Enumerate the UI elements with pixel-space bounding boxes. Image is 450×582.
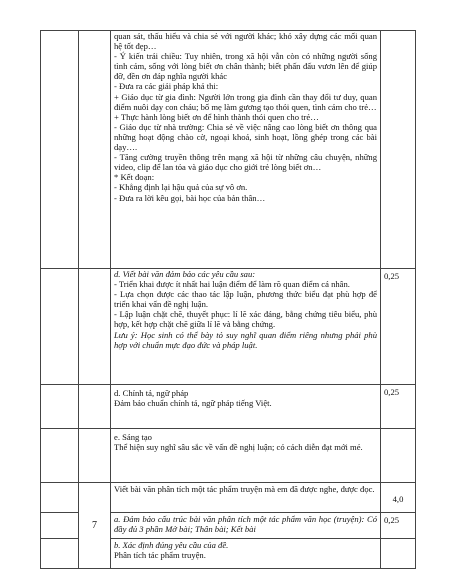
question7-part-b-heading: b. Xác định đúng yêu cầu của đề.: [114, 540, 229, 550]
text-line: - Đưa ra lời kêu gọi, bài học của bản thân…: [114, 192, 266, 203]
grading-table: [40, 30, 416, 569]
cell-empty: [41, 539, 79, 569]
score-value: 4,0: [381, 483, 416, 513]
content-cell: [111, 385, 381, 429]
text-line: + Thực hành lòng biết ơn để hình thành thói quen cho trẻ…: [114, 111, 319, 122]
content-cell: [111, 269, 381, 385]
score-cell: [381, 429, 416, 483]
cell-empty: [41, 513, 79, 539]
score-cell: [381, 539, 416, 569]
note-text: Lưu ý: Học sinh có thể bày tỏ suy nghĩ quan điểm riêng nhưng phải phù hợp với chuẩn mực đạo đức và pháp luật.: [114, 329, 377, 350]
question-number: 7: [79, 483, 111, 569]
score-cell: [381, 31, 416, 269]
requirement-item: - Lựa chọn được các thao tác lập luận, phương thức biểu đạt phù hợp để triển khai vấn đề nghị luận.: [114, 289, 377, 310]
spelling-text: Đảm bảo chuẩn chính tả, ngữ pháp tiếng Việt.: [114, 398, 272, 409]
row-creativity: [41, 429, 416, 483]
spelling-heading: d. Chính tả, ngữ pháp: [114, 388, 189, 398]
text-line: quan sát, thấu hiểu và chia sẻ với người khác; khó xây dựng các mối quan hệ tốt đẹp…: [114, 31, 377, 52]
text-line: - Khẳng định lại hậu quả của sự vô ơn.: [114, 182, 248, 193]
cell-empty: [79, 269, 111, 385]
row-spelling-grammar: [41, 385, 416, 429]
cell-empty: [41, 483, 79, 513]
question7-part-a: a. Đảm bảo cấu trúc bài văn phân tích một tác phẩm văn học (truyện): Có đầy đủ 3 phần Mở bài; Thân bài; Kết bài: [114, 514, 377, 535]
cell-empty: [41, 269, 79, 385]
requirement-item: - Lập luận chặt chẽ, thuyết phục: lí lẽ xác đáng, bằng chứng tiêu biểu, phù hợp, kết hợp chặt chẽ giữa lí lẽ và bằng chứng.: [114, 309, 377, 330]
creativity-heading: e. Sáng tạo: [114, 432, 152, 442]
row-writing-requirements: [41, 269, 416, 385]
question7-prompt: Viết bài văn phân tích một tác phẩm truyện mà em đã được nghe, được đọc.: [114, 484, 375, 494]
content-cell: [111, 513, 381, 539]
text-line: - Đưa ra các giải pháp khả thi:: [114, 81, 219, 92]
question7-part-b-text: Phân tích tác phẩm truyện.: [114, 550, 206, 561]
cell-empty: [41, 31, 79, 269]
text-line: * Kết đoạn:: [114, 172, 155, 183]
content-cell: [111, 483, 381, 513]
score-value: 0,25: [381, 269, 416, 385]
score-value: 0,25: [381, 385, 416, 429]
text-line: + Giáo dục từ gia đình: Người lớn trong gia đình cần thay đổi tư duy, quan điểm nuôi dạy con cháu; bố mẹ làm gương tạo thói quen, tình cảm cho trẻ…: [114, 91, 377, 112]
requirement-item: - Triển khai được ít nhất hai luận điểm để làm rõ quan điểm cá nhân.: [114, 279, 350, 290]
cell-empty: [41, 429, 79, 483]
content-cell: [111, 31, 381, 269]
cell-empty: [79, 385, 111, 429]
creativity-text: Thể hiện suy nghĩ sâu sắc về vấn đề nghị luận; có cách diễn đạt mới mẻ.: [114, 442, 363, 453]
continuation-text: [111, 31, 380, 204]
requirements-list: [114, 279, 377, 329]
cell-empty: [79, 31, 111, 269]
requirements-heading: d. Viết bài văn đảm bảo các yêu cầu sau:: [114, 269, 256, 279]
content-cell: [111, 429, 381, 483]
row-continuation: [41, 31, 416, 269]
cell-empty: [79, 429, 111, 483]
text-line: - Ý kiến trái chiều: Tuy nhiên, trong xã hội vẫn còn có những người sống tình cảm, sống với lòng biết ơn chân thành; biết phấn đấu vươn lên để giúp đỡ, đền ơn đáp nghĩa người khác: [114, 51, 377, 82]
cell-empty: [41, 385, 79, 429]
text-line: - Giáo dục từ nhà trường: Chia sẻ về việc nâng cao lòng biết ơn thông qua những hoạt động chào cờ, ngoại khoá, sinh hoạt, lồng ghép trong các bài dạy….: [114, 121, 377, 153]
text-line: - Tăng cường truyền thông trên mạng xã hội từ những câu chuyện, những video, clip để lan tỏa và giáo dục cho giới trẻ lòng biết ơn…: [114, 152, 377, 173]
score-value: 0,25: [381, 513, 416, 539]
content-cell: [111, 539, 381, 569]
row-question7-intro: [41, 483, 416, 513]
